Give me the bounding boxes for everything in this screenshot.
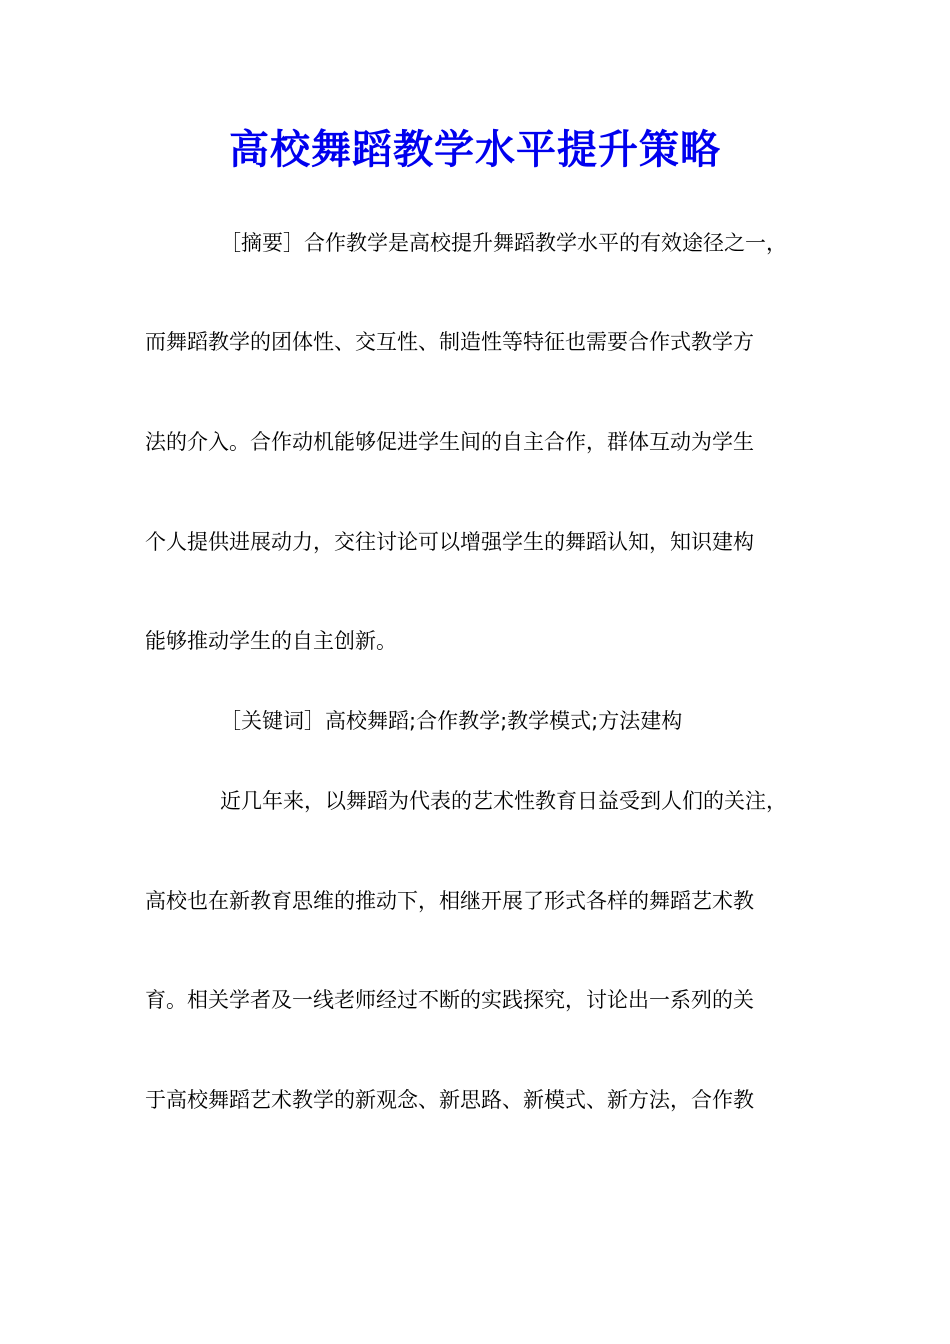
abstract-line-5: 能够推动学生的自主创新。 (145, 629, 397, 653)
abstract-line-3: 法的介入。合作动机能够促进学生间的自主合作，群体互动为学生 (145, 430, 754, 454)
abstract-line-2: 而舞蹈教学的团体性、交互性、制造性等特征也需要合作式教学方 (145, 330, 754, 354)
body-line-4: 于高校舞蹈艺术教学的新观念、新思路、新模式、新方法，合作教 (145, 1088, 754, 1112)
abstract-line-1: ［摘要］合作教学是高校提升舞蹈教学水平的有效途径之一， (220, 231, 787, 255)
body-line-1: 近几年来，以舞蹈为代表的艺术性教育日益受到人们的关注， (220, 789, 787, 813)
keywords-line: ［关键词］高校舞蹈;合作教学;教学模式;方法建构 (220, 709, 683, 733)
body-line-2: 高校也在新教育思维的推动下，相继开展了形式各样的舞蹈艺术教 (145, 889, 754, 913)
body-line-3: 育。相关学者及一线老师经过不断的实践探究，讨论出一系列的关 (145, 988, 754, 1012)
document-title: 高校舞蹈教学水平提升策略 (229, 126, 721, 173)
abstract-line-4: 个人提供进展动力，交往讨论可以增强学生的舞蹈认知，知识建构 (145, 530, 754, 554)
